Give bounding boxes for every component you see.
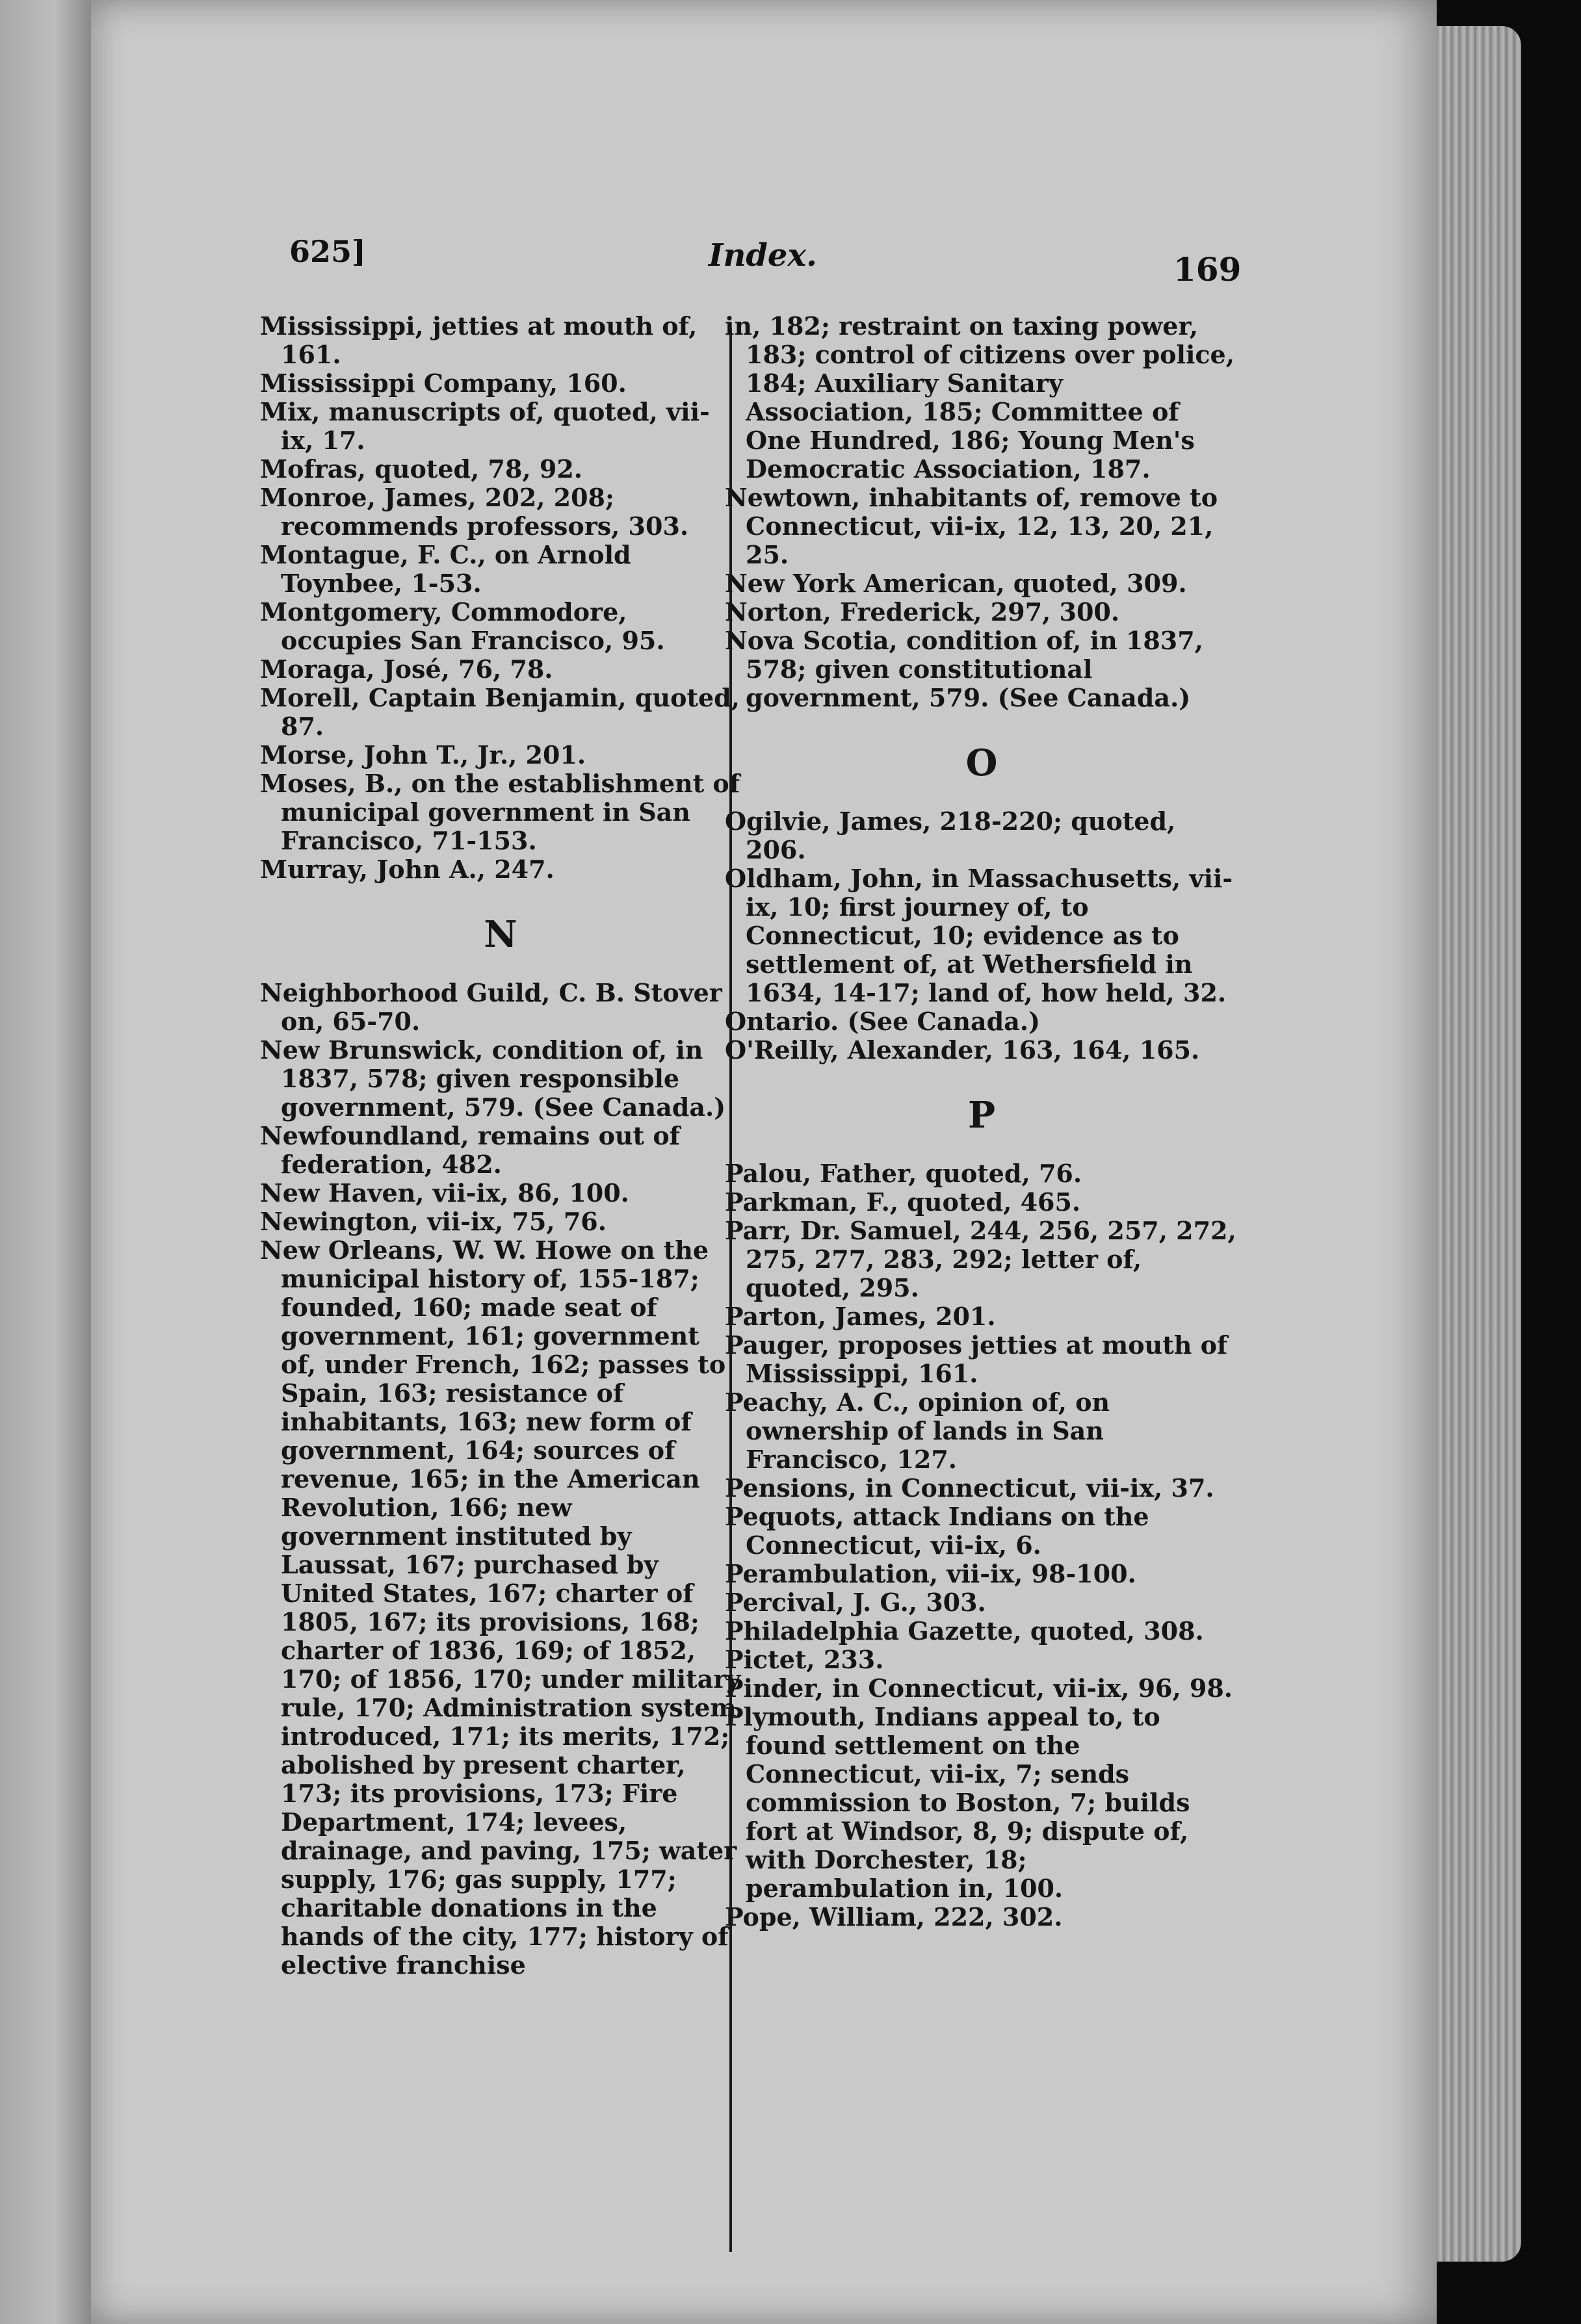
- index-entry: New York American, quoted, 309.: [725, 569, 1187, 598]
- index-entry: Neighborhood Guild, C. B. Stover on, 65-70.: [260, 978, 722, 1036]
- index-entry: Ontario. (See Canada.): [725, 1007, 1041, 1036]
- index-entry: Peachy, A. C., opinion of, on ownership of lands in San Francisco, 127.: [725, 1388, 1110, 1474]
- index-entry: Nova Scotia, condition of, in 1837, 578; given constitutional government, 579. (See Canada.): [725, 626, 1203, 712]
- section-letter-p: P: [967, 1094, 996, 1137]
- index-entry: Mofras, quoted, 78, 92.: [260, 454, 583, 484]
- index-entry: New Brunswick, condition of, in 1837, 578; given responsible government, 579. (See Canada.): [260, 1035, 726, 1122]
- index-entry: Pequots, attack Indians on the Connecticut, vii-ix, 6.: [725, 1502, 1149, 1560]
- section-letter-n: N: [484, 913, 517, 956]
- index-entry: Oldham, John, in Massachusetts, vii-ix, 10; first journey of, to Connecticut, 10; evidence as to settlement of, at Wethersfield in 1634, 14-17; land of, how held, 32.: [725, 864, 1233, 1007]
- index-entry: Plymouth, Indians appeal to, to found settlement on the Connecticut, vii-ix, 7; sends commission to Boston, 7; builds fort at Windsor, 8, 9; dispute of, with Dorchester, 18; perambulation in, 100.: [725, 1702, 1190, 1903]
- index-entry: Perambulation, vii-ix, 98-100.: [725, 1559, 1136, 1588]
- index-entry: Norton, Frederick, 297, 300.: [725, 597, 1120, 626]
- page-number: 169: [1173, 250, 1242, 289]
- index-entry: Moses, B., on the establishment of municipal government in San Francisco, 71-153.: [260, 769, 740, 855]
- index-entry: Moraga, José, 76, 78.: [260, 654, 553, 684]
- adjacent-page-edge: [0, 0, 91, 2324]
- index-entry: Ogilvie, James, 218-220; quoted, 206.: [725, 807, 1176, 864]
- index-entry: New Haven, vii-ix, 86, 100.: [260, 1178, 629, 1207]
- index-entry: Mississippi Company, 160.: [260, 368, 627, 398]
- index-entry: Montgomery, Commodore, occupies San Francisco, 95.: [260, 597, 665, 655]
- index-entry: Pictet, 233.: [725, 1645, 884, 1674]
- index-entry: Pinder, in Connecticut, vii-ix, 96, 98.: [725, 1673, 1233, 1703]
- index-entry: Newtown, inhabitants of, remove to Connecticut, vii-ix, 12, 13, 20, 21, 25.: [725, 483, 1218, 569]
- index-entry: O'Reilly, Alexander, 163, 164, 165.: [725, 1035, 1200, 1065]
- left-column: [260, 312, 741, 1980]
- index-entry: Pope, William, 222, 302.: [725, 1902, 1063, 1931]
- index-entry: Parr, Dr. Samuel, 244, 256, 257, 272, 275, 277, 283, 292; letter of, quoted, 295.: [725, 1216, 1236, 1302]
- index-entry: Palou, Father, quoted, 76.: [725, 1159, 1082, 1188]
- index-entry: Pauger, proposes jetties at mouth of Mississippi, 161.: [725, 1330, 1228, 1388]
- index-entry: Newfoundland, remains out of federation, 482.: [260, 1121, 681, 1179]
- index-entry: Montague, F. C., on Arnold Toynbee, 1-53.: [260, 540, 631, 598]
- section-letter-o: O: [965, 742, 998, 784]
- index-entry: Mississippi, jetties at mouth of, 161.: [260, 311, 698, 369]
- index-entry: in, 182; restraint on taxing power, 183; control of citizens over police, 184; Auxiliary Sanitary Association, 185; Committee of One Hundred, 186; Young Men's Democratic Association, 187.: [725, 311, 1235, 484]
- index-entry: Pensions, in Connecticut, vii-ix, 37.: [725, 1473, 1214, 1503]
- index-entry: New Orleans, W. W. Howe on the municipal history of, 155-187; founded, 160; made seat of government, 161; government of, under French, 162; passes to Spain, 163; resistance of inhabitants, 163; new form of government, 164; sources of revenue, 165; in the American Revolution, 166; new government instituted by Laussat, 167; purchased by United States, 167; charter of 1805, 167; its provisions, 168; charter of 1836, 169; of 1852, 170; of 1856, 170; under military rule, 170; Administration system introduced, 171; its merits, 172; abolished by present charter, 173; its provisions, 173; Fire Department, 174; levees, drainage, and paving, 175; water supply, 176; gas supply, 177; charitable donations in the hands of the city, 177; history of elective franchise: [260, 1235, 741, 1980]
- running-title: Index.: [709, 237, 817, 274]
- index-entry: Percival, J. G., 303.: [725, 1588, 986, 1617]
- index-entry: Newington, vii-ix, 75, 76.: [260, 1207, 607, 1236]
- index-entry: Mix, manuscripts of, quoted, vii-ix, 17.: [260, 397, 710, 455]
- left-page-number: 625]: [289, 234, 366, 269]
- index-entry: Morse, John T., Jr., 201.: [260, 740, 586, 769]
- index-entry: Parton, James, 201.: [725, 1302, 996, 1331]
- index-entry: Murray, John A., 247.: [260, 855, 555, 884]
- index-entry: Morell, Captain Benjamin, quoted, 87.: [260, 683, 740, 741]
- index-entry: Parkman, F., quoted, 465.: [725, 1187, 1081, 1217]
- index-entry: Philadelphia Gazette, quoted, 308.: [725, 1616, 1204, 1646]
- right-column: [725, 312, 1238, 1931]
- index-entry: Monroe, James, 202, 208; recommends professors, 303.: [260, 483, 689, 541]
- page-stack-edge: [1437, 26, 1521, 2262]
